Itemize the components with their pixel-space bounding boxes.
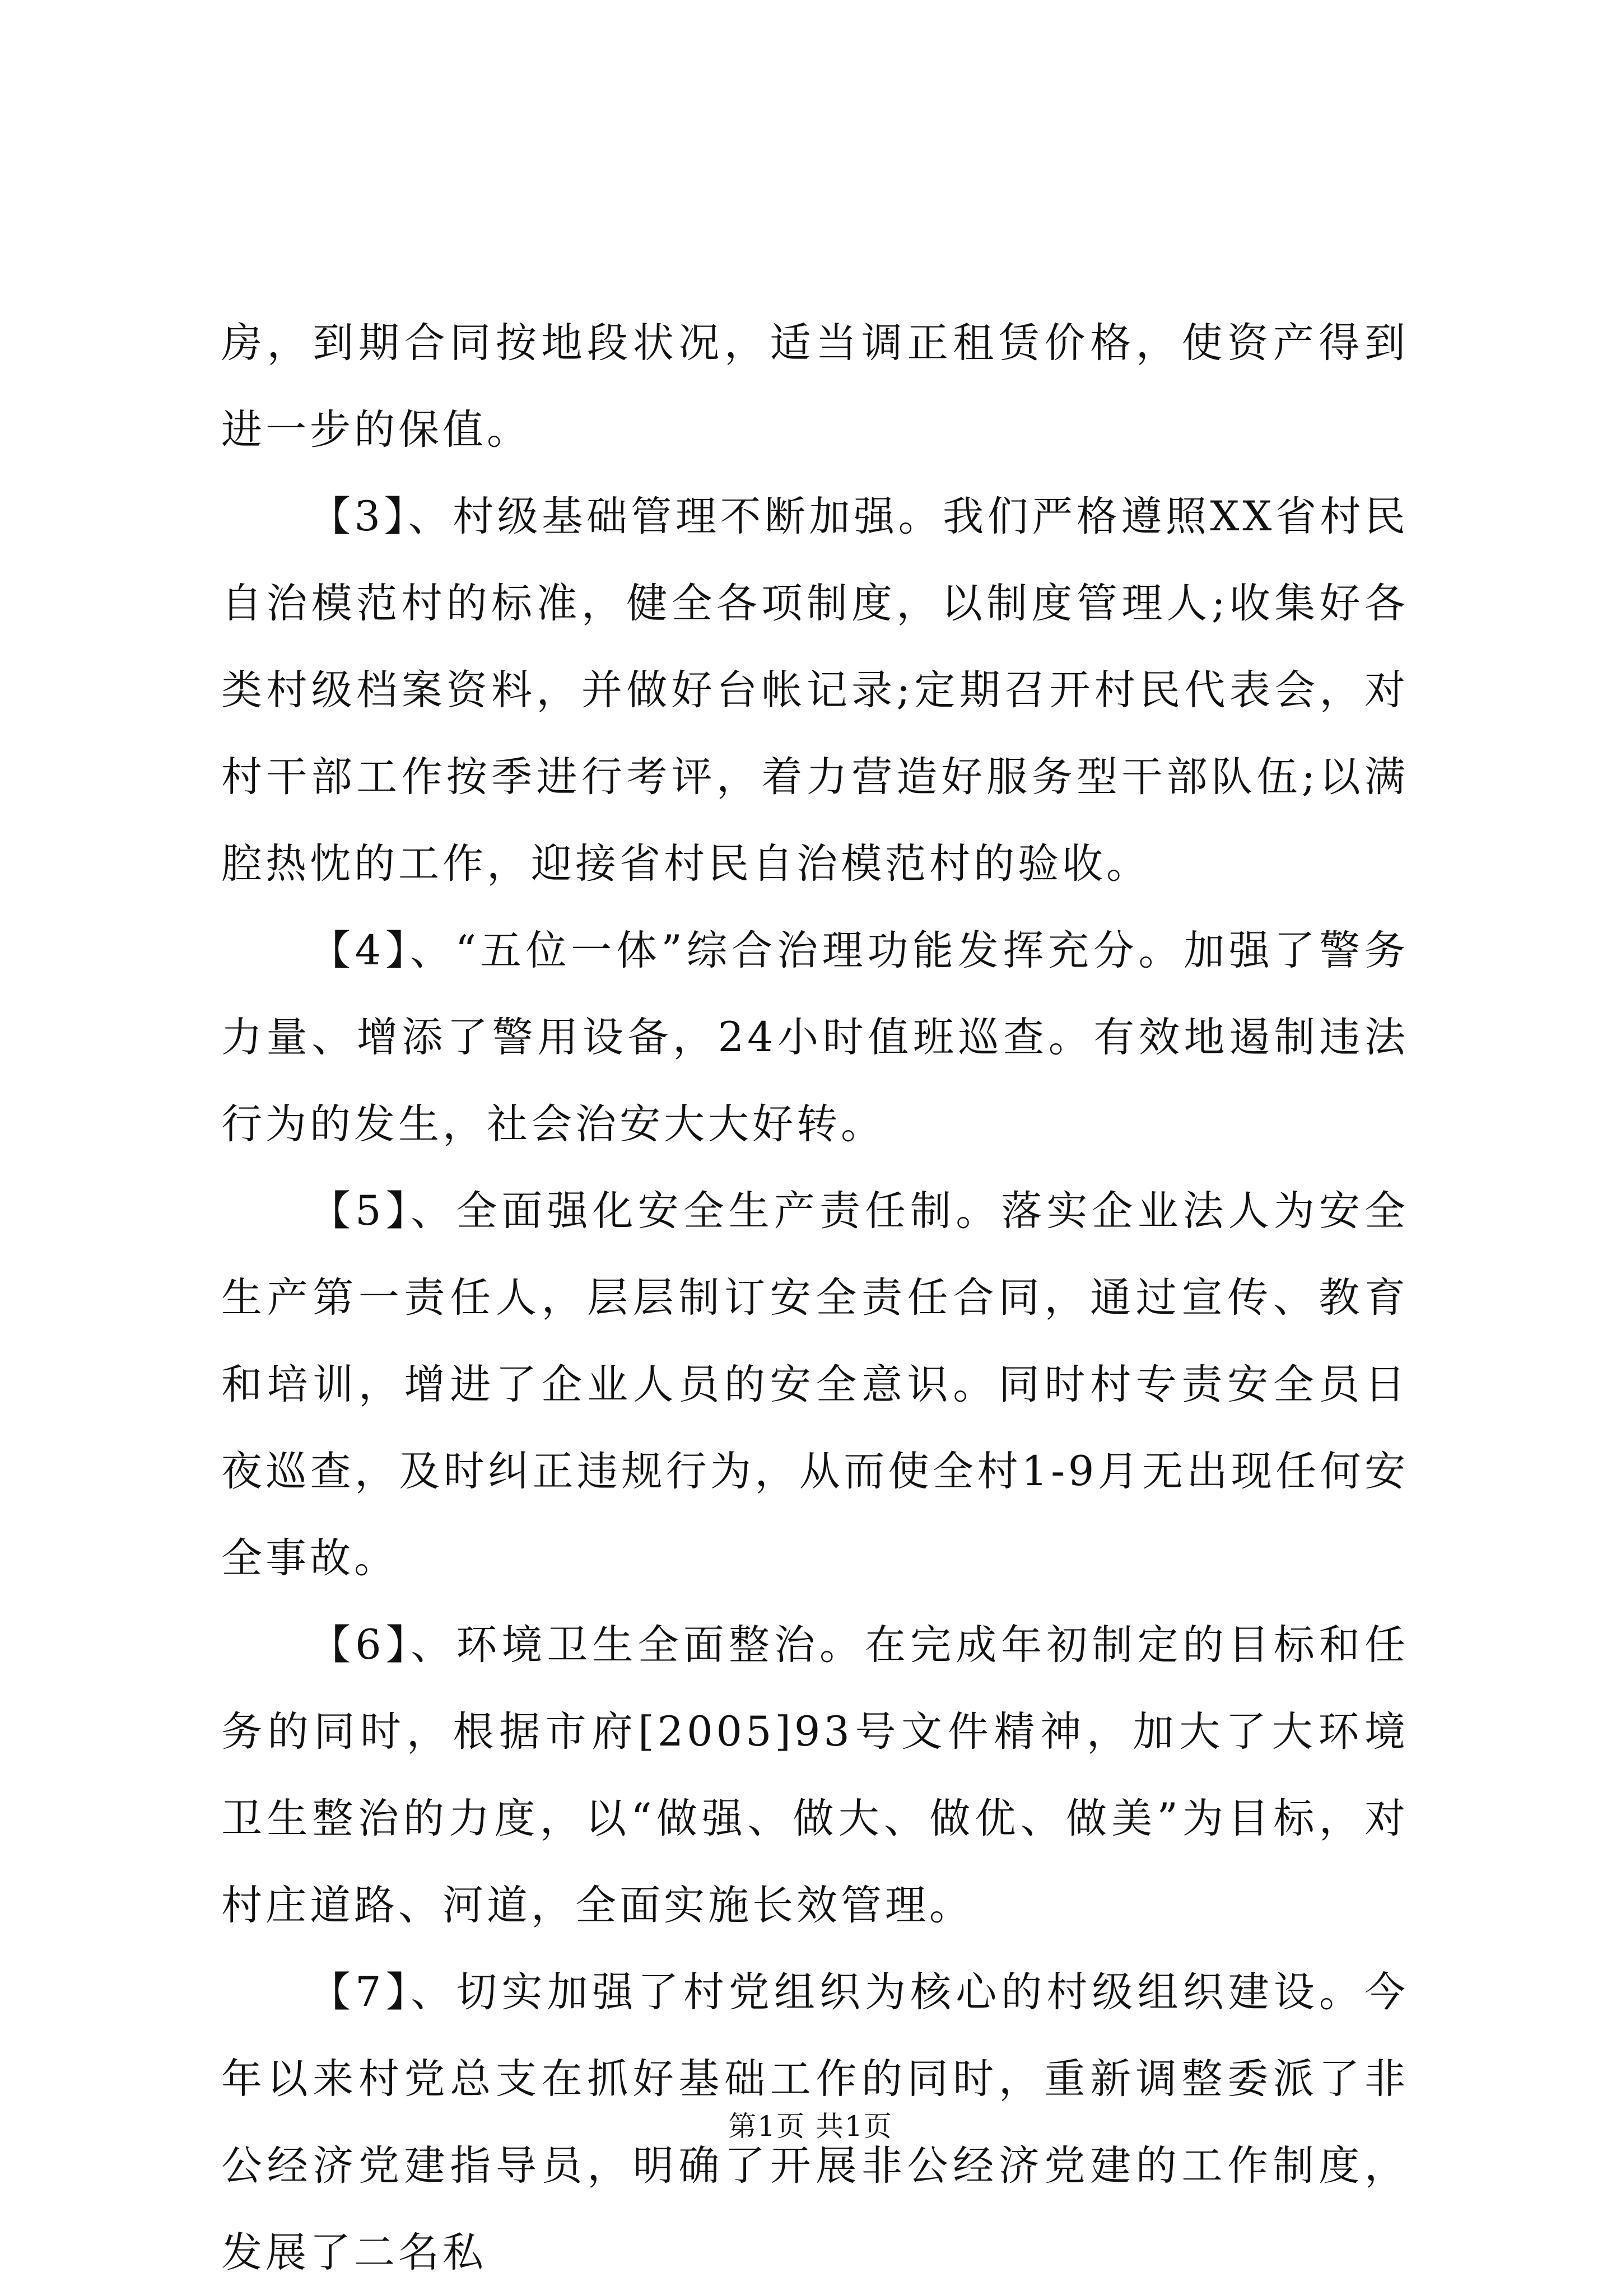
paragraph-item-4: 【4】、“五位一体”综合治理功能发挥充分。加强了警务力量、增添了警用设备，24小时值班巡查。有效地遏制违法行为的发生，社会治安大大好转。 — [221, 927, 1409, 1148]
paragraph-continuation: 房，到期合同按地段状况，适当调正租赁价格，使资产得到进一步的保值。 — [221, 319, 1409, 454]
paragraph-item-5: 【5】、全面强化安全生产责任制。落实企业法人为安全生产第一责任人，层层制订安全责任合同，通过宣传、教育和培训，增进了企业人员的安全意识。同时村专责安全员日夜巡查，及时纠正违规行为，从而使全村1-9月无出现任何安全事故。 — [221, 1187, 1409, 1582]
paragraph-item-6: 【6】、环境卫生全面整治。在完成年初制定的目标和任务的同时，根据市府[2005]93号文件精神，加大了大环境卫生整治的力度，以“做强、做大、做优、做美”为目标，对村庄道路、河道，全面实施长效管理。 — [221, 1621, 1409, 1929]
paragraph-item-7: 【7】、切实加强了村党组织为核心的村级组织建设。今年以来村党总支在抓好基础工作的同时，重新调整委派了非公经济党建指导员，明确了开展非公经济党建的工作制度，发展了二名私 — [221, 1968, 1409, 2276]
page-number-footer: 第1页 共1页 — [728, 2110, 893, 2143]
paragraph-item-3: 【3】、村级基础管理不断加强。我们严格遵照XX省村民自治模范村的标准，健全各项制度，以制度管理人;收集好各类村级档案资料，并做好台帐记录;定期召开村民代表会，对村干部工作按季进行考评，着力营造好服务型干部队伍;以满腔热忱的工作，迎接省村民自治模范村的验收。 — [221, 493, 1409, 888]
document-body — [221, 300, 1409, 2296]
